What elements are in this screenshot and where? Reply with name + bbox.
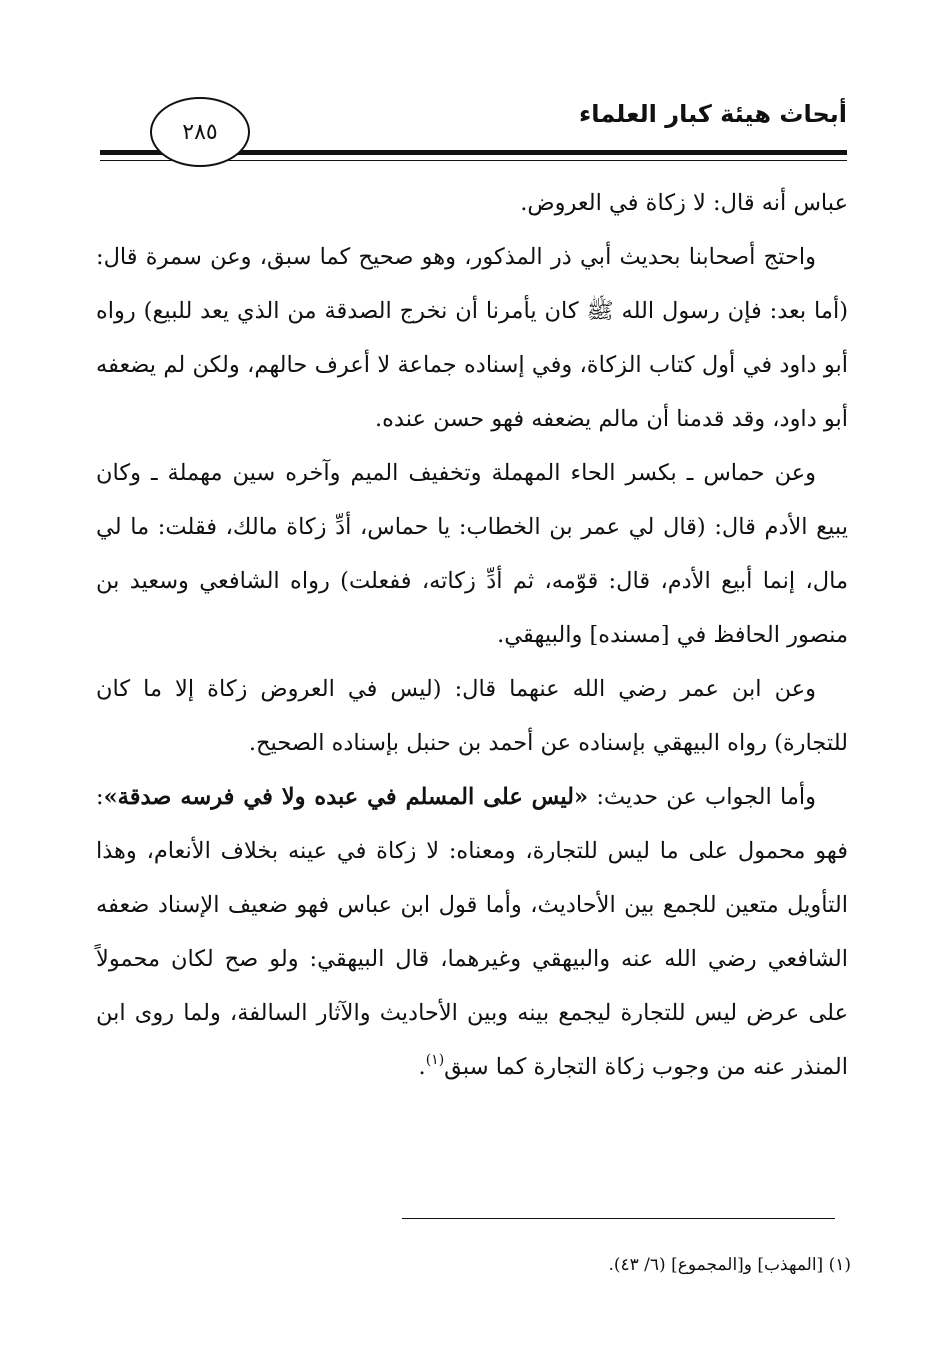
footnote-reference[interactable]: (١) [425, 1052, 445, 1068]
paragraph-5-end: . [418, 1054, 426, 1080]
page-number-badge [150, 97, 250, 167]
paragraph-5-intro: وأما الجواب عن حديث: [588, 784, 816, 810]
page-number: ٢٨٥ [182, 119, 218, 145]
paragraph-1: عباس أنه قال: لا زكاة في العروض. [520, 190, 848, 216]
header-title: أبحاث هيئة كبار العلماء [578, 100, 847, 128]
paragraph-4: وعن ابن عمر رضي الله عنهما قال: (ليس في العروض زكاة إلا ما كان للتجارة) رواه البيهقي بإسناده عن أحمد بن حنبل بإسناده الصحيح. [96, 676, 848, 756]
page-header [0, 0, 947, 170]
paragraph-2: واحتج أصحابنا بحديث أبي ذر المذكور، وهو صحيح كما سبق، وعن سمرة قال: (أما بعد: فإن رسول الله ﷺ كان يأمرنا أن نخرج الصدقة من الذي يعد للبيع) رواه أبو داود في أول كتاب الزكاة، وفي إسناده جماعة لا أعرف حالهم، ولكن لم يضعفه أبو داود، وقد قدمنا أن مالم يضعفه فهو حسن عنده. [96, 244, 848, 432]
footnote-separator [402, 1218, 835, 1219]
main-text [96, 176, 848, 1094]
paragraph-5 [96, 770, 848, 1094]
footnote: (١) [المهذب] و[المجموع] (٦/ ٤٣). [608, 1255, 851, 1275]
hadith-quote: «ليس على المسلم في عبده ولا في فرسه صدقة» [103, 784, 589, 810]
paragraph-5-body: : فهو محمول على ما ليس للتجارة، ومعناه: لا زكاة في عينه بخلاف الأنعام، وهذا التأويل متعين للجمع بين الأحاديث، وأما قول ابن عباس فهو ضعيف الإسناد ضعفه الشافعي رضي الله عنه والبيهقي وغيرهما، قال البيهقي: ولو صح لكان محمولاً على عرض ليس للتجارة ليجمع بينه وبين الأحاديث والآثار السالفة، ولما روى ابن المنذر عنه من وجوب زكاة التجارة كما سبق [96, 784, 848, 1080]
paragraph-3: وعن حماس ـ بكسر الحاء المهملة وتخفيف الميم وآخره سين مهملة ـ وكان يبيع الأدم قال: (قال لي عمر بن الخطاب: يا حماس، أدِّ زكاة مالك، فقلت: ما لي مال، إنما أبيع الأدم، قال: قوّمه، ثم أدِّ زكاته، ففعلت) رواه الشافعي وسعيد بن منصور الحافظ في [مسنده] والبيهقي. [96, 460, 848, 648]
